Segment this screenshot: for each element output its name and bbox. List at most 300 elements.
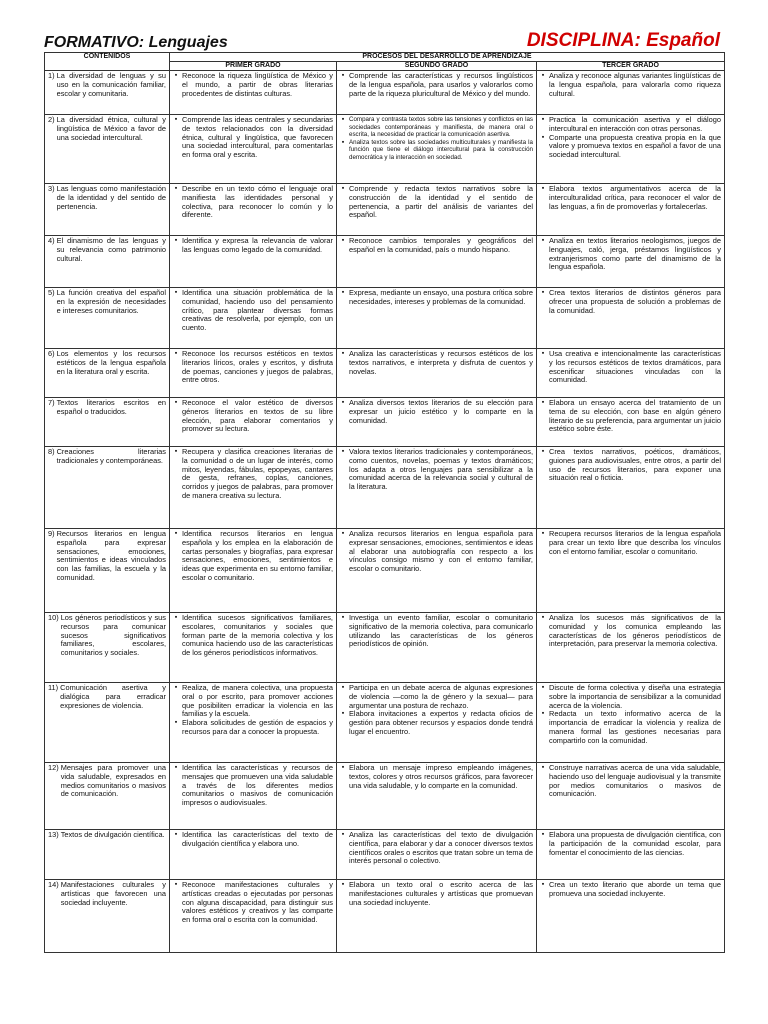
process-item (337, 289, 533, 307)
process-text: Reconoce el valor estético de diversos géneros literarios en textos de su libre elección, para elaborar comentarios y promover su lectura. (182, 398, 333, 434)
process-list (170, 349, 336, 385)
bullet-icon: ▪ (541, 614, 545, 621)
process-list (337, 115, 536, 162)
process-item (337, 684, 533, 710)
grade-1-cell (170, 683, 337, 763)
grade-2-cell (337, 830, 537, 880)
process-list (170, 880, 336, 925)
content-cell (45, 349, 170, 398)
process-text: Participa en un debate acerca de algunas expresiones de violencia —como la de género y la sexual— para argumentar una postura de rechazo. (349, 683, 533, 710)
process-text: Elabora invitaciones a expertos y redacta oficios de gestión para obtener recursos y espacios donde tendrá lugar el encuentro. (349, 709, 533, 736)
process-list (337, 880, 536, 907)
content-cell (45, 184, 170, 236)
process-item (170, 719, 333, 737)
content-cell (45, 763, 170, 830)
process-item (337, 72, 533, 98)
bullet-icon: ▪ (341, 710, 345, 718)
content-cell (45, 71, 170, 115)
content-item (45, 683, 169, 710)
content-text: Los elementos y los recursos estéticos de la lengua española en la literatura oral y escrita. (56, 349, 166, 376)
process-item (337, 448, 533, 492)
table-row (45, 236, 725, 288)
process-item (537, 684, 721, 710)
table-row (45, 71, 725, 115)
content-text: La función creativa del español en la expresión de necesidades e intereses comunitarios. (56, 288, 166, 315)
content-number: 9) (48, 529, 55, 538)
content-number: 2) (48, 115, 55, 124)
process-item (170, 684, 333, 719)
content-number: 7) (48, 398, 55, 407)
table-row (45, 683, 725, 763)
bullet-icon: ▪ (341, 530, 345, 537)
grade-1-cell (170, 447, 337, 529)
content-cell (45, 115, 170, 184)
process-text: Analiza las características del texto de divulgación científica, para elaborar y dar a conocer diversos textos científicos orales o escritos que tratan sobre un tema de interés personal o colectivo. (349, 830, 533, 866)
process-text: Elabora un ensayo acerca del tratamiento de un tema de su elección, con base en algún género literario de su preferencia, para argumentar un juicio estético sobre éste. (549, 398, 721, 434)
table-row (45, 830, 725, 880)
process-item (170, 530, 333, 583)
grade-1-cell (170, 613, 337, 683)
process-text: Analiza y reconoce algunas variantes lingüísticas de la lengua española, para valorarla como riqueza cultural. (549, 71, 721, 98)
bullet-icon: ▪ (174, 530, 178, 537)
primer-grado-header: PRIMER GRADO (170, 62, 337, 71)
process-text: Discute de forma colectiva y diseña una estrategia sobre la importancia de sensibilizar a la comunidad acerca de la violencia. (549, 683, 721, 710)
title-row (44, 26, 724, 52)
process-text: Expresa, mediante un ensayo, una postura crítica sobre necesidades, intereses y problemas de la comunidad. (349, 288, 533, 306)
process-item (537, 614, 721, 649)
bullet-icon: ▪ (174, 237, 178, 244)
content-item (45, 349, 169, 376)
process-list (537, 529, 724, 556)
bullet-icon: ▪ (541, 72, 545, 79)
bullet-icon: ▪ (174, 399, 178, 406)
table-row (45, 398, 725, 447)
process-list (537, 288, 724, 315)
process-text: Compara y contrasta textos sobre las tensiones y conflictos en las sociedades contemporáneas y manifiesta, de manera oral o escrita, la necesidad de practicar la comunicación asertiva. (349, 116, 533, 139)
content-text: Las lenguas como manifestación de la identidad y del sentido de pertenencia. (56, 184, 166, 211)
process-list (537, 184, 724, 211)
process-text: Identifica recursos literarios en lengua española y los emplea en la elaboración de cartas personales y biografías, para expresar sensaciones, emociones, sentimientos e ideas que experimenta en su entorno familiar, escolar o comunitario. (182, 529, 333, 582)
process-list (170, 398, 336, 434)
process-list (170, 613, 336, 658)
process-item (337, 116, 533, 139)
process-text: Crea un texto literario que aborde un tema que promueva una sociedad incluyente. (549, 880, 721, 898)
process-item (337, 764, 533, 790)
process-list (337, 830, 536, 866)
grade-1-cell (170, 71, 337, 115)
content-number: 12) (48, 763, 59, 772)
process-list (170, 529, 336, 583)
content-item (45, 236, 169, 263)
bullet-icon: ▪ (341, 399, 345, 406)
content-text: Manifestaciones culturales y artísticas que favorecen una sociedad incluyente. (60, 880, 166, 907)
process-item (537, 448, 721, 483)
grade-2-cell (337, 683, 537, 763)
bullet-icon: ▪ (174, 350, 178, 357)
process-item (170, 72, 333, 98)
process-list (170, 71, 336, 98)
process-item (337, 710, 533, 736)
disciplina-title: DISCIPLINA: Español (526, 30, 720, 51)
content-text: Mensajes para promover una vida saludable, expresados en medios comunitarios o masivos de comunicación. (60, 763, 166, 799)
process-item (337, 139, 533, 162)
process-item (170, 881, 333, 925)
process-text: Recupera recursos literarios de la lengua española para crear un texto libre que describa los vínculos con el entorno familiar, escolar o comunitario. (549, 529, 721, 556)
grade-3-cell (537, 184, 725, 236)
bullet-icon: ▪ (541, 448, 545, 455)
grade-2-cell (337, 613, 537, 683)
process-list (537, 115, 724, 160)
process-list (337, 184, 536, 220)
content-item (45, 529, 169, 583)
grade-3-cell (537, 529, 725, 613)
content-cell (45, 529, 170, 613)
process-text: Elabora solicitudes de gestión de espacios y recursos para dar a conocer la propuesta. (182, 718, 333, 736)
content-number: 6) (48, 349, 55, 358)
process-text: Usa creativa e intencionalmente las características y los recursos estéticos de textos dramáticos, para escenificar situaciones vinculadas con la comunidad. (549, 349, 721, 385)
process-text: Analiza recursos literarios en lengua española para expresar sensaciones, emociones, sentimientos e ideas al elaborar una autobiografía con respecto a los vínculos consigo mismo y con el entorno familiar, escolar o comunitario. (349, 529, 533, 574)
bullet-icon: ▪ (341, 881, 345, 888)
process-item (537, 134, 721, 160)
bullet-icon: ▪ (341, 72, 345, 79)
grade-1-cell (170, 830, 337, 880)
bullet-icon: ▪ (341, 237, 345, 244)
process-text: Comprende las ideas centrales y secundarias de textos relacionados con la diversidad étnica, cultural y lingüística, que favorecen una sociedad intercultural, para comentarlas en forma oral y escrita. (182, 115, 333, 160)
content-item (45, 830, 169, 840)
process-text: Analiza en textos literarios neologismos, juegos de lenguajes, caló, jerga, préstamos lingüísticos y extranjerismos como parte del dinamismo de la lengua española. (549, 236, 721, 272)
bullet-icon: ▪ (341, 614, 345, 621)
process-text: Comprende las características y recursos lingüísticos de la lengua española, para usarlos y valorarlos como parte de la riqueza pluricultural de México y del mundo. (349, 71, 533, 98)
bullet-icon: ▪ (174, 448, 178, 455)
content-item (45, 763, 169, 799)
bullet-icon: ▪ (174, 764, 178, 771)
bullet-icon: ▪ (341, 831, 345, 838)
process-list (337, 683, 536, 737)
grade-2-cell (337, 71, 537, 115)
process-list (337, 236, 536, 255)
process-list (337, 613, 536, 649)
bullet-icon: ▪ (541, 710, 545, 718)
bullet-icon: ▪ (174, 831, 178, 838)
bullet-icon: ▪ (541, 350, 545, 357)
content-item (45, 613, 169, 658)
table-body (45, 71, 725, 953)
process-list (537, 349, 724, 385)
process-list (337, 349, 536, 376)
process-list (537, 71, 724, 98)
process-text: Investiga un evento familiar, escolar o comunitario significativo de la memoria colectiva, para comunicarlo utilizando las características de los géneros periodísticos de opinión. (349, 613, 533, 649)
process-list (537, 683, 724, 746)
bullet-icon: ▪ (174, 116, 178, 123)
content-cell (45, 683, 170, 763)
content-cell (45, 236, 170, 288)
grade-2-cell (337, 115, 537, 184)
bullet-icon: ▪ (174, 614, 178, 621)
grade-2-cell (337, 880, 537, 953)
process-text: Reconoce manifestaciones culturales y artísticas creadas o ejecutadas por personas con alguna discapacidad, para distinguir sus valores estéticos y creativos y las comparte en forma oral o escrita con la comunidad. (182, 880, 333, 925)
content-item (45, 447, 169, 466)
grade-1-cell (170, 880, 337, 953)
process-list (337, 447, 536, 492)
content-item (45, 288, 169, 315)
content-text: Los géneros periodísticos y sus recursos para comunicar sucesos significativos familiares, escolares, comunitarios y sociales. (60, 613, 166, 658)
grade-2-cell (337, 398, 537, 447)
process-list (170, 184, 336, 220)
content-number: 14) (48, 880, 59, 889)
grade-1-cell (170, 236, 337, 288)
grade-3-cell (537, 115, 725, 184)
bullet-icon: ▪ (174, 719, 178, 727)
process-list (537, 880, 724, 899)
content-text: La diversidad de lenguas y su uso en la comunicación familiar, escolar y comunitaria. (56, 71, 166, 98)
content-text: Textos de divulgación científica. (60, 830, 165, 839)
segundo-grado-header: SEGUNDO GRADO (337, 62, 537, 71)
grade-1-cell (170, 763, 337, 830)
table-row (45, 184, 725, 236)
process-list (170, 236, 336, 255)
grade-3-cell (537, 398, 725, 447)
content-text: El dinamismo de las lenguas y su relevancia como patrimonio cultural. (56, 236, 166, 263)
grade-1-cell (170, 398, 337, 447)
table-row (45, 613, 725, 683)
process-text: Recupera y clasifica creaciones literarias de la comunidad o de un lugar de interés, como mitos, leyendas, fábulas, epopeyas, cantares de gesta, refranes, coplas, canciones, corridos y juegos de palabras, para promover de manera creativa su lectura. (182, 447, 333, 500)
grade-2-cell (337, 184, 537, 236)
bullet-icon: ▪ (174, 289, 178, 296)
process-text: Elabora textos argumentativos acerca de la interculturalidad crítica, para reconocer el valor de las lenguas, a fin de promoverlas y fortalecerlas. (549, 184, 721, 211)
bullet-icon: ▪ (541, 133, 545, 141)
bullet-icon: ▪ (174, 185, 178, 192)
process-text: Reconoce cambios temporales y geográficos del español en la comunidad, país o mundo hispano. (349, 236, 533, 254)
process-item (537, 350, 721, 385)
content-number: 8) (48, 447, 55, 456)
curriculum-table (44, 52, 725, 953)
content-item (45, 880, 169, 907)
process-item (337, 881, 533, 907)
bullet-icon: ▪ (541, 684, 545, 691)
process-text: Construye narrativas acerca de una vida saludable, haciendo uso del lenguaje audiovisual y la transmite por medios comunitarios o masivos de comunicación. (549, 763, 721, 799)
process-list (537, 613, 724, 649)
process-item (170, 350, 333, 385)
process-text: Crea textos literarios de distintos géneros para ofrecer una propuesta de solución a problemas de la comunidad. (549, 288, 721, 315)
process-text: Comprende y redacta textos narrativos sobre la construcción de la identidad y el sentido de pertenencia, a partir del análisis de variantes del español. (349, 184, 533, 220)
grade-2-cell (337, 763, 537, 830)
grade-3-cell (537, 288, 725, 349)
process-list (337, 529, 536, 574)
content-item (45, 115, 169, 142)
grade-3-cell (537, 763, 725, 830)
process-item (337, 614, 533, 649)
process-list (170, 115, 336, 160)
content-number: 1) (48, 71, 55, 80)
grade-3-cell (537, 447, 725, 529)
process-text: Reconoce la riqueza lingüística de México y el mundo, a partir de obras literarias procedentes de distintas culturas. (182, 71, 333, 98)
grade-1-cell (170, 288, 337, 349)
procesos-header: PROCESOS DEL DESARROLLO DE APRENDIZAJE (170, 53, 725, 62)
table-row (45, 763, 725, 830)
tercer-grado-header: TERCER GRADO (537, 62, 725, 71)
process-text: Analiza las características y recursos estéticos de los textos narrativos, e interpreta y disfruta de cuentos y novelas. (349, 349, 533, 376)
process-text: Identifica las características del texto de divulgación científica y elabora uno. (182, 830, 333, 848)
grade-2-cell (337, 447, 537, 529)
process-text: Analiza los sucesos más significativos de la comunidad y los comunica empleando las características de los géneros periodísticos de interpretación, para preservar la memoria colectiva. (549, 613, 721, 649)
process-item (537, 831, 721, 857)
bullet-icon: ▪ (541, 237, 545, 244)
bullet-icon: ▪ (341, 116, 345, 123)
grade-3-cell (537, 830, 725, 880)
content-text: Creaciones literarias tradicionales y contemporáneas. (56, 447, 166, 465)
process-list (337, 398, 536, 425)
process-item (170, 289, 333, 333)
bullet-icon: ▪ (541, 764, 545, 771)
content-number: 11) (48, 683, 59, 692)
process-list (337, 71, 536, 98)
content-number: 3) (48, 184, 55, 193)
content-number: 5) (48, 288, 55, 297)
content-number: 13) (48, 830, 59, 839)
process-item (170, 185, 333, 220)
process-list (537, 447, 724, 483)
bullet-icon: ▪ (541, 530, 545, 537)
process-text: Identifica una situación problemática de la comunidad, haciendo uso del pensamiento crítico, para plantear diversas formas creativas de resolverla, por ejemplo, con un cuento. (182, 288, 333, 333)
process-text: Crea textos narrativos, poéticos, dramáticos, guiones para audiovisuales, entre otros, a partir del uso de recursos literarios, para exponer una situación real o ficticia. (549, 447, 721, 483)
process-text: Identifica sucesos significativos familiares, escolares, comunitarios y sociales que forman parte de la memoria colectiva y los comunica haciendo uso de las características de los géneros periodísticos informativos. (182, 613, 333, 658)
bullet-icon: ▪ (341, 684, 345, 691)
process-text: Analiza diversos textos literarios de su elección para expresar un juicio estético y lo comparte en la comunidad. (349, 398, 533, 425)
content-text: La diversidad étnica, cultural y lingüística de México a favor de una sociedad intercultural. (56, 115, 166, 142)
process-item (170, 614, 333, 658)
bullet-icon: ▪ (541, 289, 545, 296)
process-item (170, 831, 333, 849)
process-item (537, 116, 721, 134)
process-text: Elabora una propuesta de divulgación científica, con la participación de la comunidad escolar, para fomentar el conocimiento de las ciencias. (549, 830, 721, 857)
grade-2-cell (337, 236, 537, 288)
content-item (45, 184, 169, 211)
grade-1-cell (170, 184, 337, 236)
process-list (170, 683, 336, 737)
process-text: Elabora un texto oral o escrito acerca de las manifestaciones culturales y artísticas que promuevan una sociedad incluyente. (349, 880, 533, 907)
process-item (337, 185, 533, 220)
table-row (45, 115, 725, 184)
process-item (170, 399, 333, 434)
process-text: Identifica las características y recursos de mensajes que promueven una vida saludable a través de los diferentes medios comunitarios o masivos de comunicación impresos o audiovisuales. (182, 763, 333, 808)
process-item (537, 530, 721, 556)
content-text: Comunicación asertiva y dialógica para erradicar expresiones de violencia. (60, 683, 166, 710)
grade-2-cell (337, 288, 537, 349)
process-item (170, 237, 333, 255)
bullet-icon: ▪ (341, 289, 345, 296)
grade-3-cell (537, 349, 725, 398)
process-item (537, 710, 721, 745)
process-item (337, 350, 533, 376)
process-item (537, 237, 721, 272)
bullet-icon: ▪ (541, 185, 545, 192)
process-list (170, 830, 336, 849)
process-item (170, 448, 333, 501)
process-text: Redacta un texto informativo acerca de la importancia de erradicar la violencia y realiza de manera formal las gestiones necesarias para compartirlo con la comunidad. (549, 709, 721, 745)
document-page (44, 26, 724, 953)
bullet-icon: ▪ (174, 684, 178, 691)
content-text: Textos literarios escritos en español o traducidos. (56, 398, 166, 416)
campo-formativo-title: FORMATIVO: Lenguajes (44, 34, 228, 51)
process-list (170, 763, 336, 808)
table-row (45, 529, 725, 613)
process-text: Elabora un mensaje impreso empleando imágenes, textos, colores y otros recursos gráficos, para favorecer una vida saludable, y lo comparte en la comunidad. (349, 763, 533, 790)
bullet-icon: ▪ (341, 350, 345, 357)
bullet-icon: ▪ (341, 138, 345, 146)
bullet-icon: ▪ (174, 881, 178, 888)
bullet-icon: ▪ (341, 185, 345, 192)
table-row (45, 349, 725, 398)
process-item (337, 399, 533, 425)
bullet-icon: ▪ (541, 399, 545, 406)
content-cell (45, 398, 170, 447)
process-text: Practica la comunicación asertiva y el diálogo intercultural en interacción con otras personas. (549, 115, 721, 133)
content-text: Recursos literarios en lengua española para expresar sensaciones, emociones, sentimientos e ideas vinculados con las familias, la escuela y la comunidad. (56, 529, 166, 582)
content-number: 4) (48, 236, 55, 245)
grade-1-cell (170, 529, 337, 613)
process-item (537, 72, 721, 98)
grade-2-cell (337, 529, 537, 613)
process-item (337, 831, 533, 866)
table-row (45, 447, 725, 529)
process-item (337, 237, 533, 255)
process-item (337, 530, 533, 574)
process-list (537, 236, 724, 272)
process-list (170, 447, 336, 501)
grade-3-cell (537, 683, 725, 763)
process-item (170, 116, 333, 160)
bullet-icon: ▪ (341, 448, 345, 455)
grade-1-cell (170, 115, 337, 184)
bullet-icon: ▪ (341, 764, 345, 771)
bullet-icon: ▪ (541, 831, 545, 838)
process-text: Reconoce los recursos estéticos en textos literarios líricos, orales y escritos, y disfruta de poemas, canciones y juegos de palabras, entre otros. (182, 349, 333, 385)
process-text: Valora textos literarios tradicionales y contemporáneos, como cuentos, novelas, poemas y textos dramáticos; los adapta a otros lenguajes para sensibilizar a la comunidad acerca de la relevancia social y cultural de la literatura. (349, 447, 533, 492)
process-list (337, 288, 536, 307)
process-item (537, 764, 721, 799)
contenidos-header: CONTENIDOS (45, 53, 170, 71)
process-text: Comparte una propuesta creativa propia en la que valore y promueva textos en español a favor de una sociedad intercultural. (549, 132, 721, 160)
process-list (337, 763, 536, 790)
process-item (537, 289, 721, 315)
content-cell (45, 613, 170, 683)
bullet-icon: ▪ (174, 72, 178, 79)
process-text: Describe en un texto cómo el lenguaje oral manifiesta las identidades personal y colectiva, para reconocer lo común y lo diferente. (182, 184, 333, 220)
process-item (170, 764, 333, 808)
grade-3-cell (537, 880, 725, 953)
process-text: Realiza, de manera colectiva, una propuesta oral o por escrito, para promover acciones que posibiliten erradicar la violencia en las familias y la escuela. (182, 683, 333, 719)
bullet-icon: ▪ (541, 881, 545, 888)
content-item (45, 398, 169, 417)
process-text: Identifica y expresa la relevancia de valorar las lenguas como legado de la comunidad. (182, 236, 333, 254)
process-item (537, 185, 721, 211)
grade-3-cell (537, 71, 725, 115)
table-row (45, 880, 725, 953)
process-item (537, 399, 721, 434)
process-list (537, 398, 724, 434)
process-text: Analiza textos sobre las sociedades multiculturales y manifiesta la función que tiene el diálogo intercultural para la construcción democrática y la interacción en sociedad. (349, 138, 533, 161)
grade-1-cell (170, 349, 337, 398)
grade-3-cell (537, 236, 725, 288)
content-cell (45, 880, 170, 953)
process-list (537, 763, 724, 799)
process-item (537, 881, 721, 899)
content-cell (45, 447, 170, 529)
grade-3-cell (537, 613, 725, 683)
bullet-icon: ▪ (541, 116, 545, 123)
grade-2-cell (337, 349, 537, 398)
table-row (45, 288, 725, 349)
